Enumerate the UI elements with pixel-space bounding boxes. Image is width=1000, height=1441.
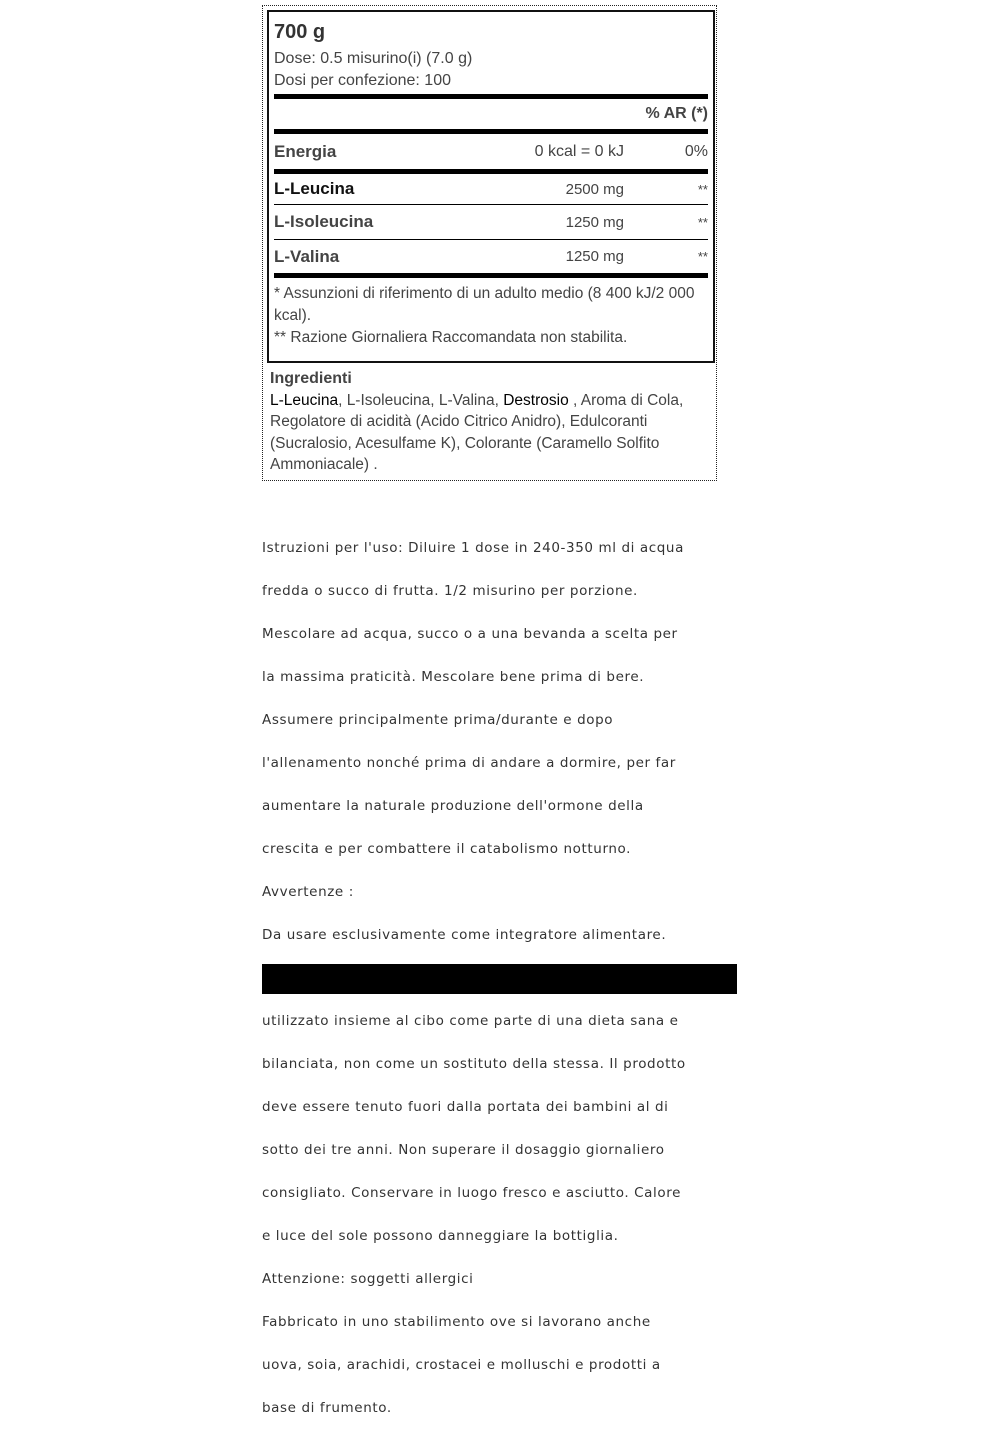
footnotes (274, 283, 708, 349)
ingredients-heading: Ingredienti (270, 370, 352, 387)
nutrition-label (267, 10, 715, 363)
nutrient-name: L-Valina (274, 246, 340, 266)
ingredient-text: , Aroma di Cola, Regolatore di acidità (Acido Citrico Anidro), Edulcoranti (Sucralosio, Acesulfame K), Colorante (Caramello Solfito Ammoniacale) . (270, 391, 684, 473)
nutrient-amount: 1250 mg (565, 248, 624, 265)
instruction-line: Mescolare ad acqua, succo o a una bevanda a scelta per (262, 625, 678, 642)
energy-ar: 0% (684, 142, 708, 160)
instruction-line: utilizzato insieme al cibo come parte di una dieta sana e (262, 1012, 679, 1029)
ingredient-highlight: Destrosio (503, 391, 569, 409)
doses-per-pack: Dosi per confezione: 100 (274, 72, 451, 89)
nutrient-ar: ** (697, 181, 708, 197)
nutrient-name: L-Isoleucina (274, 212, 374, 231)
nutrient-amount: 1250 mg (565, 213, 624, 231)
nutrient-amount: 2500 mg (565, 180, 624, 198)
divider (274, 273, 708, 278)
ar-column-header: % AR (*) (645, 105, 708, 122)
instruction-line: Istruzioni per l'uso: Diluire 1 dose in 240-350 ml di acqua (262, 539, 684, 556)
allergen-heading: Attenzione: soggetti allergici (262, 1270, 474, 1287)
nutrient-ar: ** (697, 249, 708, 264)
instruction-line: sotto dei tre anni. Non superare il dosaggio giornaliero (262, 1141, 665, 1158)
footnote-reference-intake: * Assunzioni di riferimento di un adulto medio (8 400 kJ/2 000 kcal). (274, 285, 695, 324)
ingredient-highlight: L-Leucina (270, 391, 339, 409)
dose-text: Dose: 0.5 misurino(i) (7.0 g) (274, 50, 473, 67)
instruction-line: fredda o succo di frutta. 1/2 misurino per porzione. (262, 582, 638, 599)
energy-row (274, 134, 708, 169)
instruction-line: crescita e per combattere il catabolismo notturno. (262, 840, 632, 857)
nutrient-name: L-Leucina (274, 179, 355, 198)
instruction-line: aumentare la naturale produzione dell'ormone della (262, 797, 644, 814)
ingredients-section (270, 368, 715, 476)
ingredients-list (270, 390, 715, 476)
net-weight: 700 g (274, 21, 326, 43)
instruction-line: la massima praticità. Mescolare bene prima di bere. (262, 668, 645, 685)
energy-amount: 0 kcal = 0 kJ (534, 142, 624, 160)
instruction-line: uova, soia, arachidi, crostacei e molluschi e prodotti a (262, 1356, 661, 1373)
nutrient-ar: ** (697, 214, 708, 230)
instruction-line: consigliato. Conservare in luogo fresco e asciutto. Calore (262, 1184, 682, 1201)
energy-label: Energia (274, 141, 337, 161)
instruction-line: e luce del sole possono danneggiare la bottiglia. (262, 1227, 619, 1244)
warnings-heading: Avvertenze : (262, 883, 354, 900)
instruction-line: Da usare esclusivamente come integratore alimentare. (262, 926, 667, 943)
instruction-line: bilanciata, non come un sostituto della stessa. Il prodotto (262, 1055, 686, 1072)
black-footer-bar (262, 964, 737, 994)
nutrient-row (274, 205, 708, 239)
nutrient-row (274, 240, 708, 273)
ingredient-text: , L-Isoleucina, L-Valina, (338, 391, 504, 409)
footnote-rda: ** Razione Giornaliera Raccomandata non stabilita. (274, 329, 628, 346)
nutrient-row (274, 174, 708, 204)
instruction-line: base di frumento. (262, 1399, 392, 1416)
instruction-line: l'allenamento nonché prima di andare a dormire, per far (262, 754, 676, 771)
instruction-line: Assumere principalmente prima/durante e dopo (262, 711, 614, 728)
instruction-line: deve essere tenuto fuori dalla portata dei bambini al di (262, 1098, 669, 1115)
instruction-line: Fabbricato in uno stabilimento ove si lavorano anche (262, 1313, 651, 1330)
